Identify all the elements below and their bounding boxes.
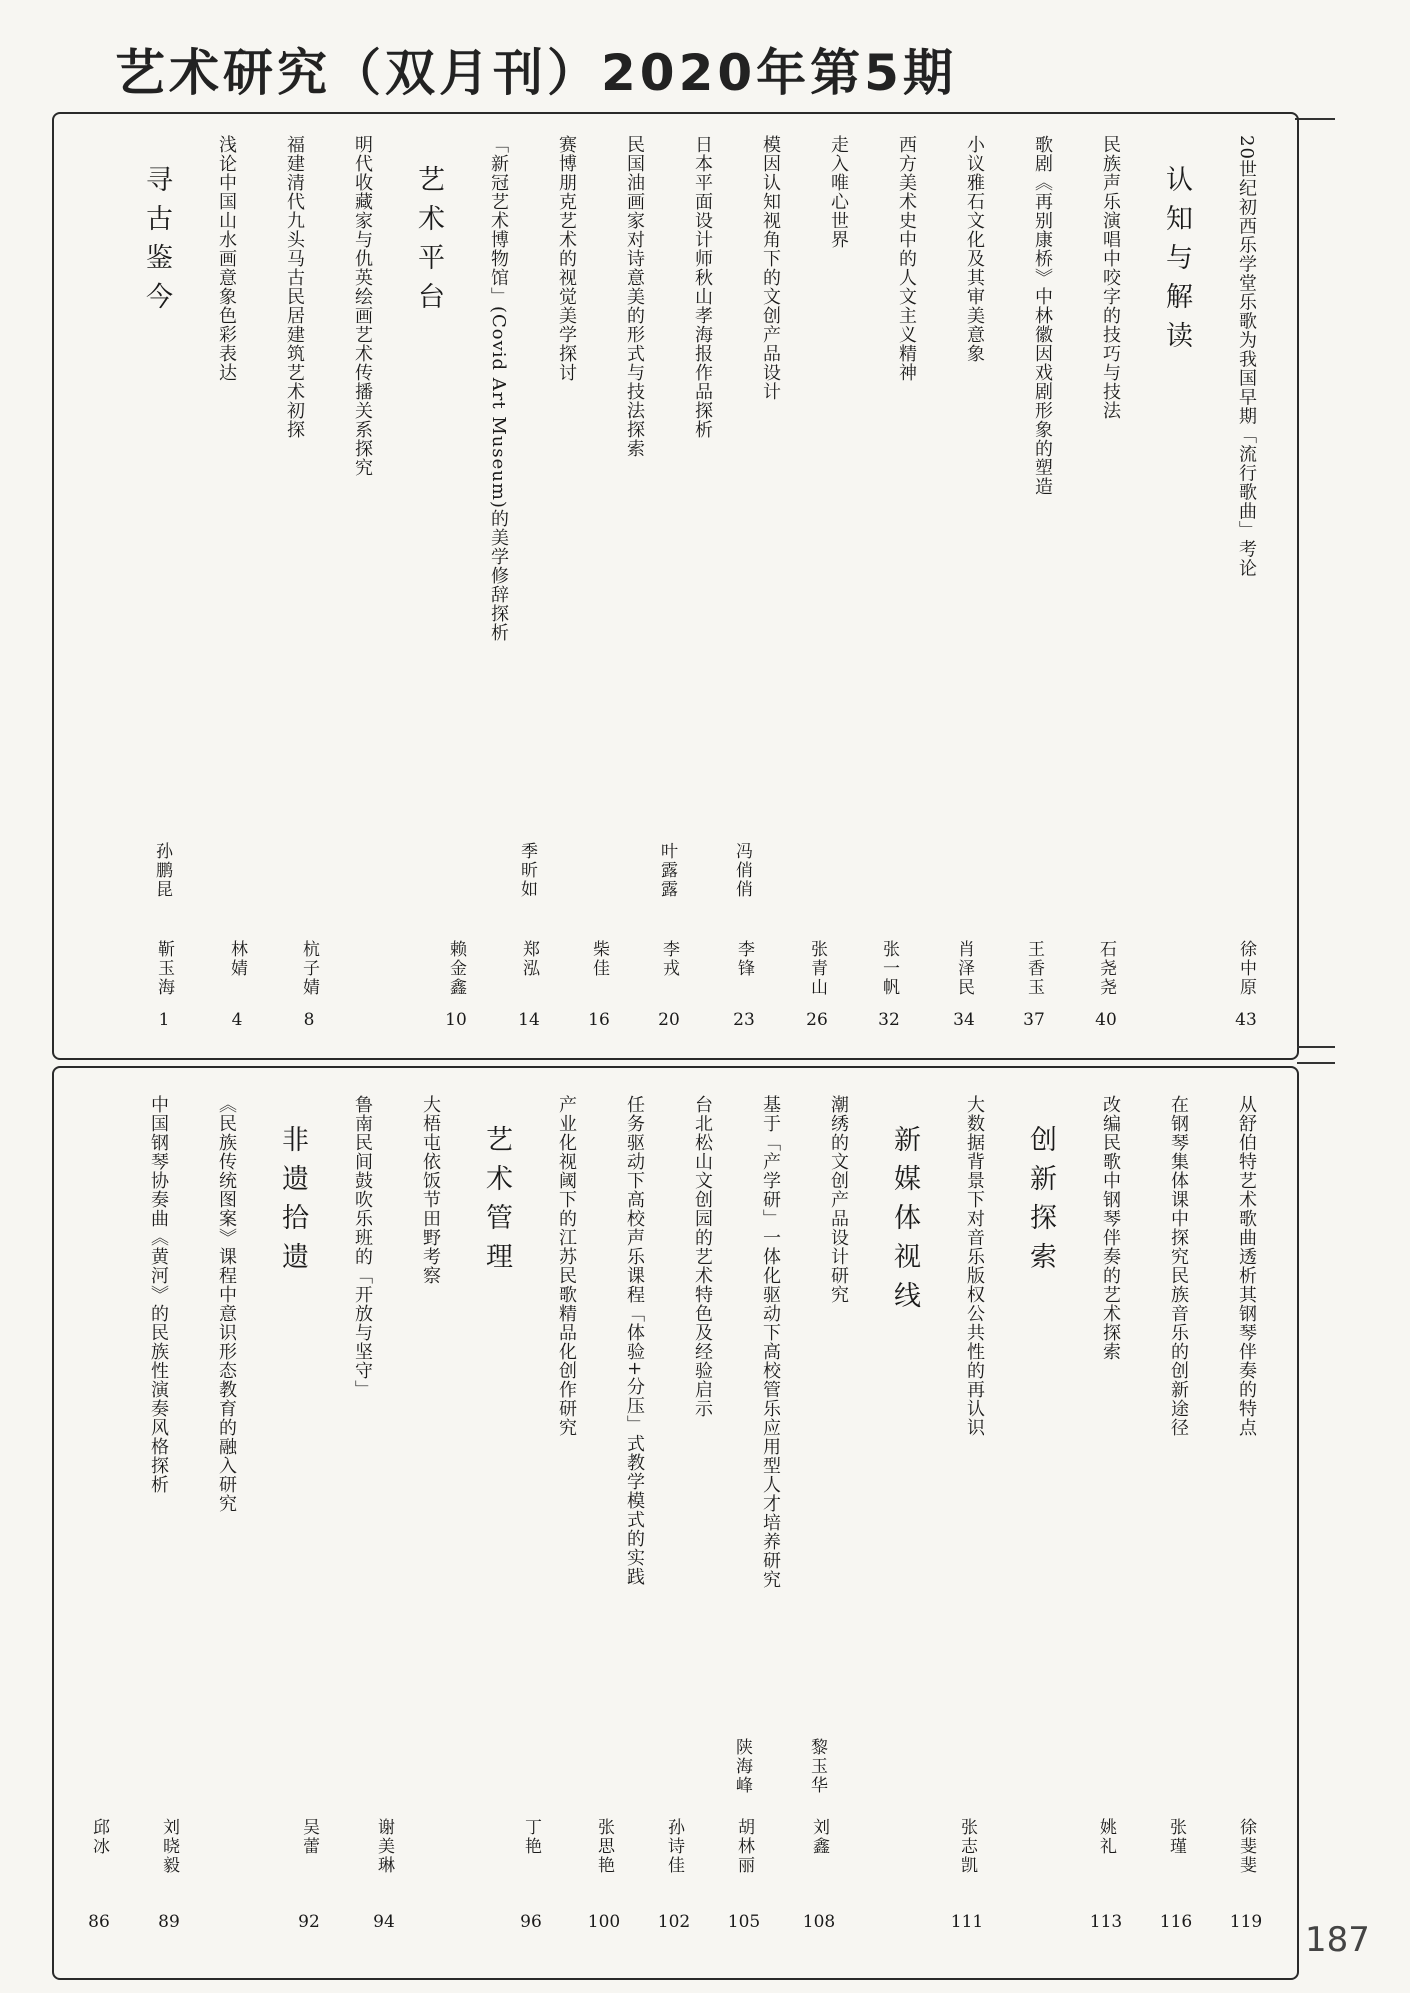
article-title: 产业化视阈下的江苏民歌精品化创作研究 [556,1095,577,1437]
author-name: 冯俏俏 [732,842,752,899]
article-title: 走入唯心世界 [828,135,849,249]
article-title: 鲁南民间鼓吹乐班的「开放与坚守」 [352,1095,373,1399]
page-number: 32 [878,1010,900,1030]
page-number: 20 [658,1010,680,1030]
article-title: 日本平面设计师秋山孝海报作品探析 [692,135,713,439]
author-name: 姚礼 [1096,1818,1116,1856]
author-name: 石尧尧 [1096,940,1116,997]
article-title: 改编民歌中钢琴伴奏的艺术探索 [1100,1095,1121,1361]
section-heading: 新媒体视线 [889,1125,920,1320]
page-number: 94 [373,1912,395,1932]
author-name: 丁艳 [521,1818,541,1856]
page-number: 102 [657,1912,691,1932]
divider-mark [1297,1062,1335,1064]
author-name: 谢美琳 [374,1818,394,1875]
author-name: 吴蕾 [299,1818,319,1856]
page-number: 86 [88,1912,110,1932]
page-number: 119 [1229,1912,1263,1932]
author-name: 陕海峰 [732,1738,752,1795]
article-title: 大数据背景下对音乐版权公共性的再认识 [964,1095,985,1437]
author-name: 孙鹏昆 [152,842,172,899]
article-title: 20世纪初西乐学堂乐歌为我国早期「流行歌曲」考论 [1236,135,1257,578]
article-title: 歌剧《再别康桥》中林徽因戏剧形象的塑造 [1032,135,1053,496]
author-name: 张思艳 [594,1818,614,1875]
article-title: 基于「产学研」一体化驱动下高校管乐应用型人才培养研究 [760,1095,781,1589]
page-number: 43 [1235,1010,1257,1030]
article-title: 「新冠艺术博物馆」(Covid Art Museum)的美学修辞探析 [488,135,509,642]
section-heading: 艺术管理 [481,1125,512,1281]
author-name: 叶露露 [657,842,677,899]
page-number: 37 [1023,1010,1045,1030]
author-name: 刘鑫 [809,1818,829,1856]
author-name: 王香玉 [1024,940,1044,997]
article-title: 任务驱动下高校声乐课程「体验+分压」式教学模式的实践 [624,1095,645,1587]
page-number: 100 [587,1912,621,1932]
author-name: 靳玉海 [154,940,174,997]
section-heading: 寻古鉴今 [141,165,172,321]
page-number: 1 [158,1010,170,1030]
author-name: 杭子婧 [299,940,319,997]
author-name: 赖金鑫 [446,940,466,997]
article-title: 小议雅石文化及其审美意象 [964,135,985,363]
page-number: 111 [950,1912,984,1932]
divider-mark [1297,1046,1335,1048]
article-title: 浅论中国山水画意象色彩表达 [216,135,237,382]
section-heading: 艺术平台 [413,165,444,321]
page-number: 40 [1095,1010,1117,1030]
page-number: 105 [727,1912,761,1932]
page-number: 23 [733,1010,755,1030]
author-name: 肖泽民 [954,940,974,997]
author-name: 季昕如 [517,842,537,899]
author-name: 张瑾 [1166,1818,1186,1856]
article-title: 民国油画家对诗意美的形式与技法探索 [624,135,645,458]
page-number: 16 [588,1010,610,1030]
page-number: 14 [518,1010,540,1030]
article-title: 在钢琴集体课中探究民族音乐的创新途径 [1168,1095,1189,1437]
page-number: 8 [303,1010,315,1030]
section-heading: 认知与解读 [1161,165,1192,360]
author-name: 李锋 [734,940,754,978]
section-heading: 创新探索 [1025,1125,1056,1281]
article-title: 福建清代九头马古民居建筑艺术初探 [284,135,305,439]
header-rule [1295,118,1335,120]
author-name: 郑泓 [519,940,539,978]
article-title: 从舒伯特艺术歌曲透析其钢琴伴奏的特点 [1236,1095,1257,1437]
author-name: 李戎 [659,940,679,978]
article-title: 模因认知视角下的文创产品设计 [760,135,781,401]
author-name: 刘晓毅 [159,1818,179,1875]
journal-header: 艺术研究（双月刊）2020年第5期 [115,44,957,102]
page-number: 113 [1089,1912,1123,1932]
author-name: 张青山 [807,940,827,997]
author-name: 林婧 [227,940,247,978]
page-number: 10 [445,1010,467,1030]
page-number: 26 [806,1010,828,1030]
article-title: 赛博朋克艺术的视觉美学探讨 [556,135,577,382]
page-number: 96 [520,1912,542,1932]
author-name: 徐中原 [1236,940,1256,997]
handwritten-page-mark: 187 [1305,1920,1370,1960]
article-title: 民族声乐演唱中咬字的技巧与技法 [1100,135,1121,420]
author-name: 黎玉华 [807,1738,827,1795]
article-title: 大梧屯依饭节田野考察 [420,1095,441,1285]
page-number: 108 [802,1912,836,1932]
article-title: 中国钢琴协奏曲《黄河》的民族性演奏风格探析 [148,1095,169,1494]
article-title: 明代收藏家与仇英绘画艺术传播关系探究 [352,135,373,477]
article-title: 台北松山文创园的艺术特色及经验启示 [692,1095,713,1418]
page-number: 4 [231,1010,243,1030]
page-number: 92 [298,1912,320,1932]
article-title: 西方美术史中的人文主义精神 [896,135,917,382]
author-name: 胡林丽 [734,1818,754,1875]
author-name: 孙诗佳 [664,1818,684,1875]
page-number: 116 [1159,1912,1193,1932]
author-name: 徐斐斐 [1236,1818,1256,1875]
page-number: 34 [953,1010,975,1030]
author-name: 柴佳 [589,940,609,978]
author-name: 邱冰 [89,1818,109,1856]
article-title: 潮绣的文创产品设计研究 [828,1095,849,1304]
article-title: 《民族传统图案》课程中意识形态教育的融入研究 [216,1095,237,1513]
author-name: 张志凯 [957,1818,977,1875]
section-heading: 非遗拾遗 [277,1125,308,1281]
author-name: 张一帆 [879,940,899,997]
page-number: 89 [158,1912,180,1932]
